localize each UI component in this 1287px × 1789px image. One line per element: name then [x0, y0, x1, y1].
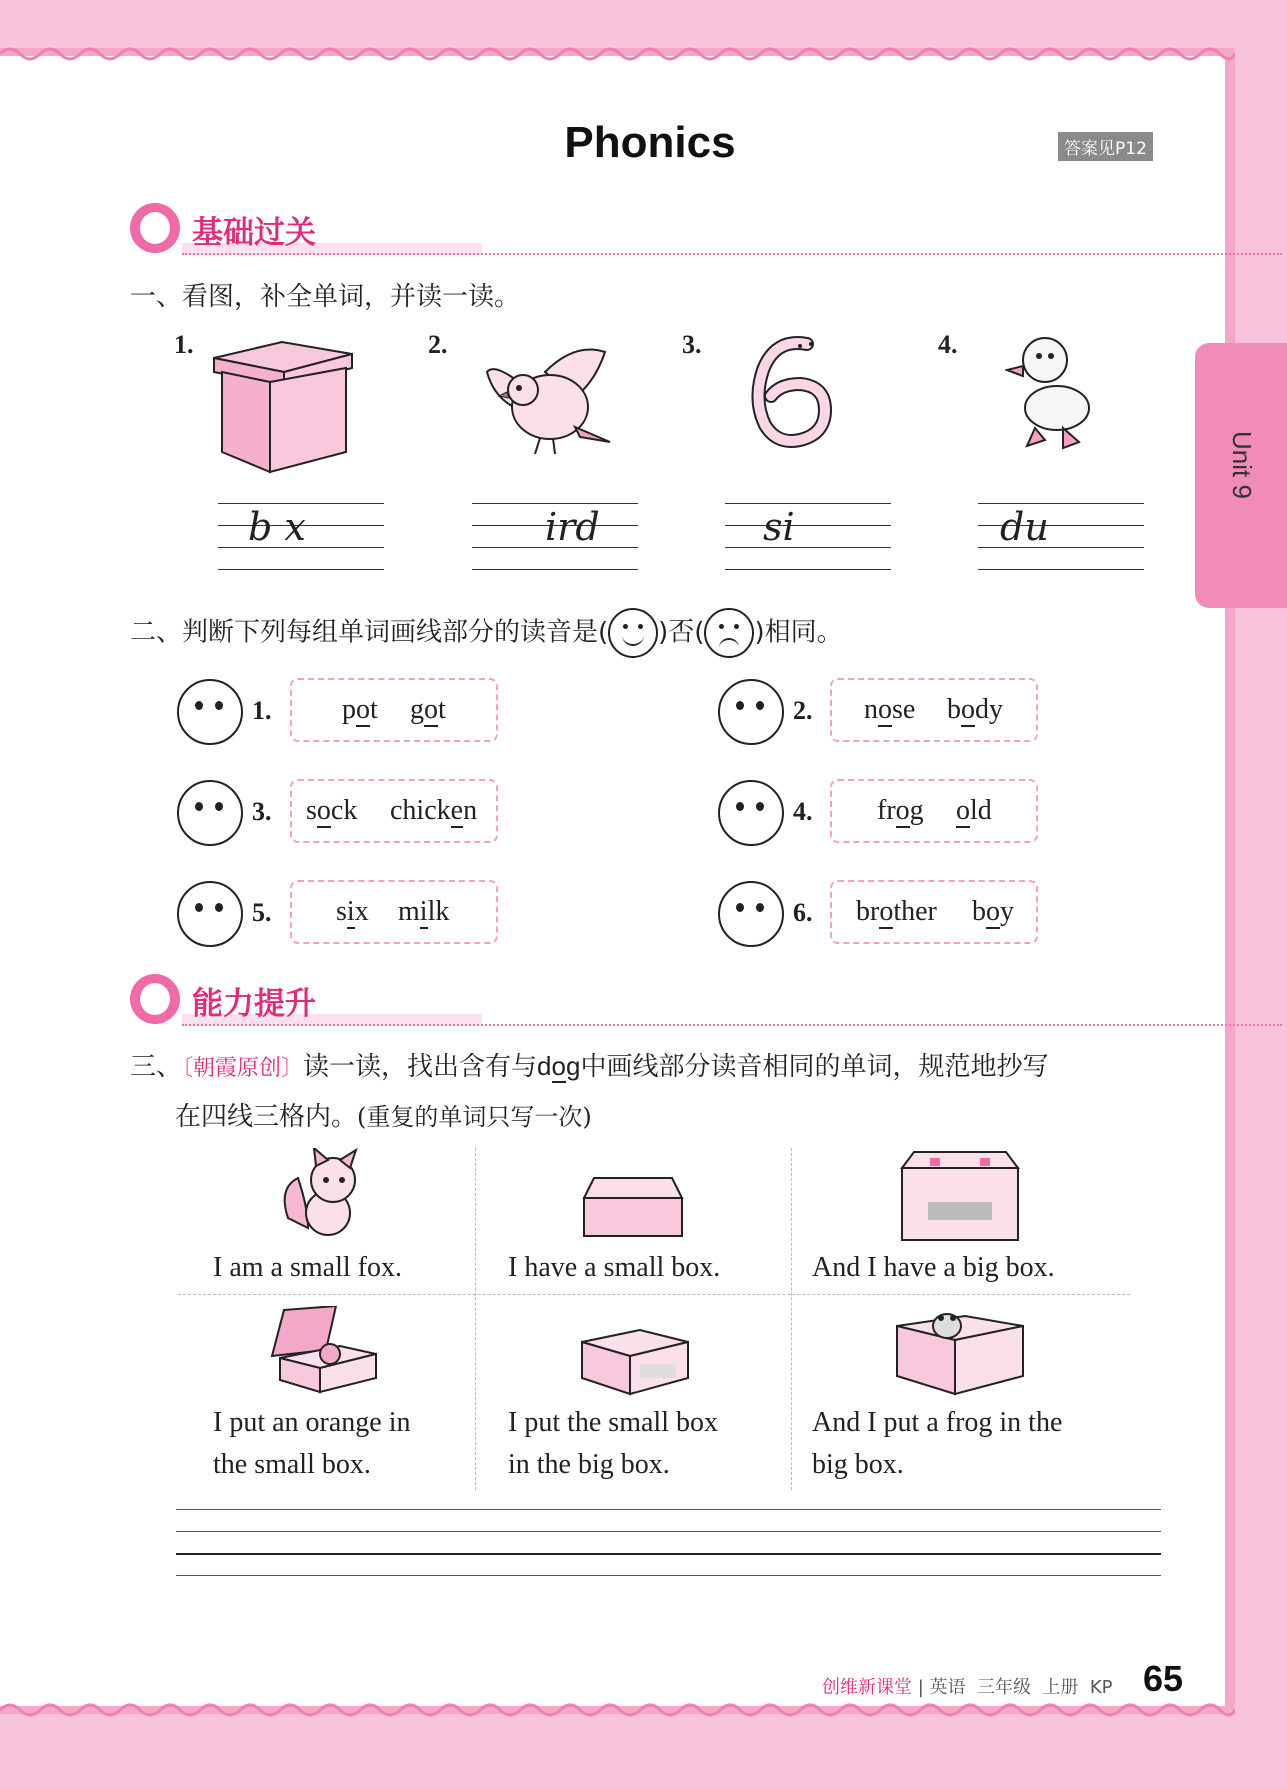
- underlined-letters: o: [356, 694, 370, 725]
- word-1: frog: [877, 795, 924, 826]
- footer-separator: |: [917, 1677, 924, 1698]
- q3-instruction-b: 中画线部分读音相同的单词，规范地抄写: [580, 1052, 1049, 1082]
- word-pair-box: [830, 779, 1038, 843]
- answer-face-blank[interactable]: [177, 780, 243, 846]
- q1-partial-word: b x: [248, 505, 306, 549]
- six-icon: [745, 330, 835, 450]
- fox-icon: [278, 1148, 373, 1240]
- underlined-letters: i: [346, 896, 355, 927]
- footer-brand: 创维新课堂: [822, 1677, 912, 1698]
- story-line: the small box.: [213, 1449, 371, 1480]
- underlined-letters: i: [419, 896, 428, 927]
- q1-partial-word: si: [763, 505, 795, 549]
- answer-reference: 答案见P12: [1058, 132, 1153, 161]
- word-pair-box: [290, 678, 498, 742]
- underlined-letters: o: [986, 896, 1000, 927]
- bird-icon: [485, 342, 615, 457]
- story-cell: [213, 1247, 402, 1289]
- section-header-advanced: [130, 974, 1170, 1022]
- story-line: big box.: [812, 1449, 904, 1480]
- section-title-advanced: 能力提升: [192, 986, 316, 1022]
- q3-instruction: [130, 1046, 1048, 1083]
- page-number: 65: [1143, 1658, 1184, 1699]
- bottom-wave-border: [0, 1700, 1235, 1720]
- story-line: I put an orange in: [213, 1407, 411, 1438]
- underlined-letters: o: [878, 694, 892, 725]
- story-cell: [508, 1247, 720, 1289]
- underlined-letters: e: [450, 795, 464, 826]
- q2-instruction: [130, 608, 843, 658]
- q2-instruction-mid: )否(: [658, 617, 705, 648]
- word-pair-box: [290, 880, 498, 944]
- story-line: I am a small fox.: [213, 1252, 402, 1283]
- unit-tab: [1195, 343, 1287, 608]
- box-in-box-icon: [580, 1320, 690, 1396]
- word-1: six: [336, 896, 369, 927]
- mascot-icon: [130, 203, 180, 253]
- word-pair-box: [830, 678, 1038, 742]
- underlined-letters: o: [961, 694, 975, 725]
- box-icon: [212, 340, 357, 475]
- frog-in-box-icon: [895, 1306, 1025, 1396]
- q3-instruction-line2: 在四线三格内。: [175, 1102, 358, 1132]
- duck-icon: [1005, 330, 1095, 455]
- q2-number: 2.: [793, 696, 813, 725]
- word-pair-box: [830, 880, 1038, 944]
- unit-tab-label: Unit 9: [1227, 431, 1257, 499]
- word-2: boy: [972, 896, 1014, 927]
- page-title: Phonics: [564, 118, 736, 167]
- word-1: brother: [856, 896, 937, 927]
- story-line: And I put a frog in the: [812, 1407, 1063, 1438]
- footer-info: 英语 三年级 上册 KP: [929, 1677, 1113, 1698]
- word-2: chicken: [390, 795, 478, 826]
- story-cell: [213, 1402, 411, 1486]
- story-cell: [508, 1402, 718, 1486]
- q1-number: 3.: [682, 330, 702, 359]
- footer: [822, 1673, 1113, 1699]
- q3-note: (重复的单词只写一次): [357, 1103, 592, 1131]
- sad-face-icon: [704, 608, 754, 658]
- q2-number: 6.: [793, 898, 813, 927]
- answer-face-blank[interactable]: [718, 881, 784, 947]
- underlined-letters: o: [879, 896, 894, 927]
- four-line-grid: [725, 503, 891, 571]
- word-pair-box: [290, 779, 498, 843]
- answer-face-blank[interactable]: [177, 881, 243, 947]
- underlined-letters: o: [316, 795, 331, 826]
- q2-instruction-post: )相同。: [754, 617, 843, 648]
- q3-prefix: 三、: [130, 1052, 183, 1082]
- underlined-letters: o: [956, 795, 970, 826]
- q1-number: 2.: [428, 330, 448, 359]
- small-box-icon: [582, 1176, 684, 1238]
- q1-number: 1.: [174, 330, 194, 359]
- section-title-basic: 基础过关: [192, 215, 316, 251]
- story-cell: [812, 1402, 1062, 1486]
- writing-area[interactable]: [176, 1509, 1161, 1577]
- q1-instruction: 一、看图，补全单词，并读一读。: [130, 282, 521, 312]
- q3-keyword: dog: [537, 1051, 581, 1081]
- word-2: old: [956, 795, 992, 826]
- q1-partial-word: ird: [545, 505, 600, 549]
- word-2: milk: [398, 896, 450, 927]
- word-1: sock: [306, 795, 358, 826]
- happy-face-icon: [608, 608, 658, 658]
- q2-instruction-pre: 二、判断下列每组单词画线部分的读音是(: [130, 617, 609, 648]
- q1-number: 4.: [938, 330, 958, 359]
- q2-number: 3.: [252, 797, 272, 826]
- story-cell: [812, 1247, 1055, 1289]
- big-box-icon: [900, 1150, 1020, 1242]
- word-1: pot: [342, 694, 378, 725]
- q1-partial-word: du: [1000, 505, 1049, 549]
- q3-instruction-2: [175, 1096, 592, 1133]
- q3-instruction-a: 读一读，找出含有与: [303, 1052, 538, 1082]
- q2-number: 4.: [793, 797, 813, 826]
- word-2: got: [410, 694, 446, 725]
- word-1: nose: [864, 694, 916, 725]
- box-with-orange-icon: [270, 1306, 380, 1394]
- story-line: I put the small box: [508, 1407, 718, 1438]
- answer-face-blank[interactable]: [718, 780, 784, 846]
- q2-number: 1.: [252, 696, 272, 725]
- story-line: And I have a big box.: [812, 1252, 1055, 1283]
- section-header-basic: [130, 203, 1170, 251]
- q2-number: 5.: [252, 898, 272, 927]
- top-wave-border: [0, 44, 1235, 64]
- story-line: I have a small box.: [508, 1252, 721, 1283]
- mascot-icon: [130, 974, 180, 1024]
- answer-face-blank[interactable]: [718, 679, 784, 745]
- story-line: in the big box.: [508, 1449, 670, 1480]
- q3-source-tag: 〔朝霞原创〕: [182, 1056, 304, 1081]
- word-2: body: [947, 694, 1003, 725]
- underlined-letters: o: [424, 694, 438, 725]
- underlined-letters: o: [895, 795, 910, 826]
- answer-face-blank[interactable]: [177, 679, 243, 745]
